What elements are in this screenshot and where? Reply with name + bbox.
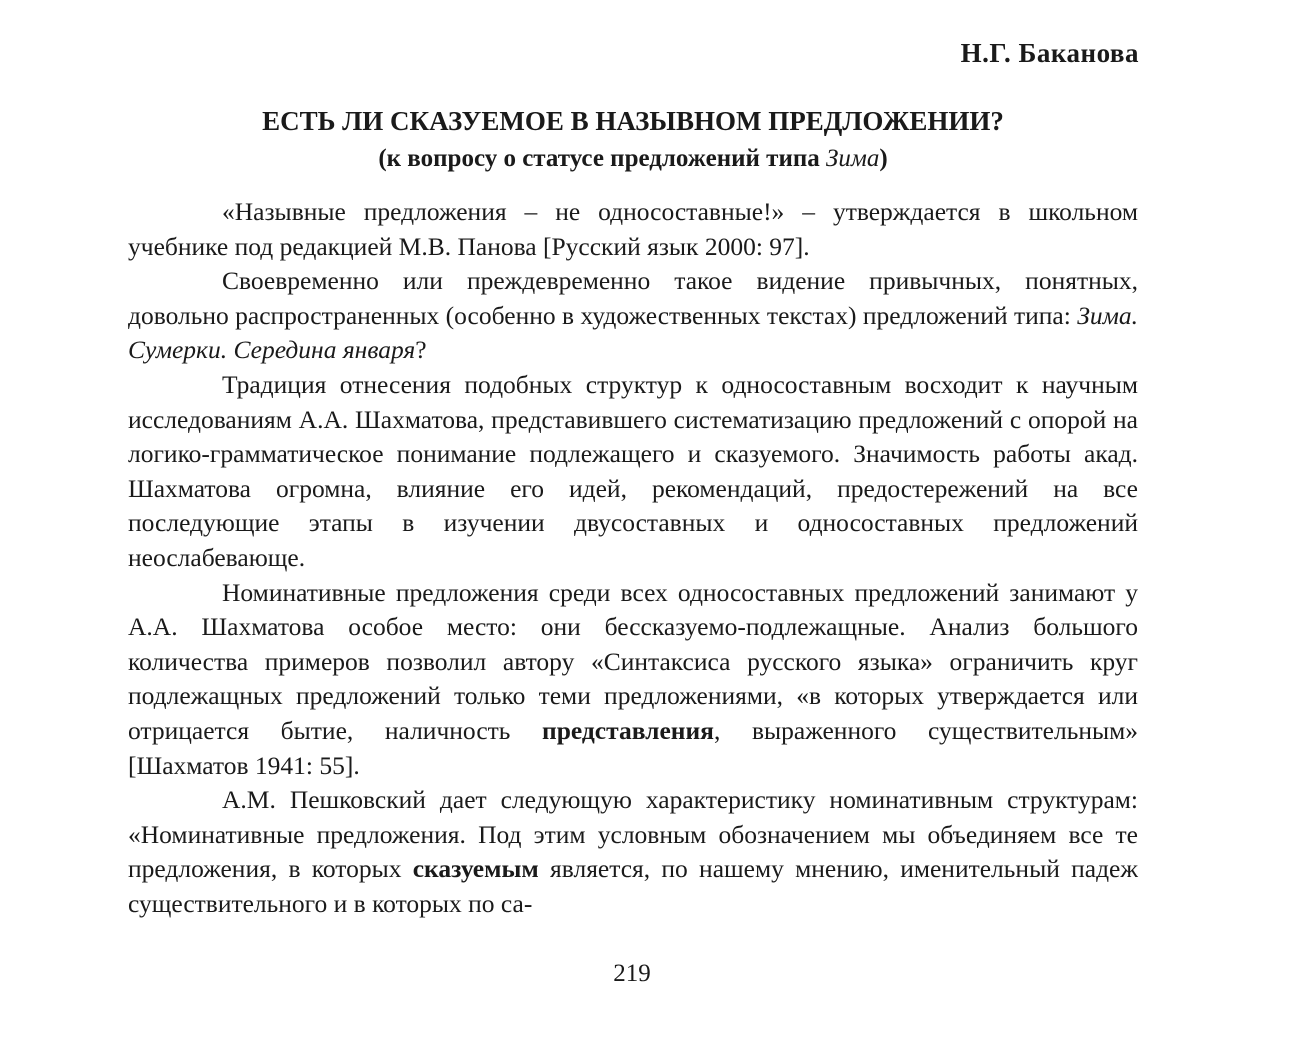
paragraph-2-end: ?	[415, 335, 427, 365]
page-number: 219	[613, 960, 651, 987]
paragraph-5	[128, 783, 1138, 921]
paragraph-4-end: , выраженного существительным» [Шахматов 1941: 55].	[128, 715, 1138, 780]
paragraph-3: Традиция отнесения подобных структур к односоставным восходит к научным исследованиям А.А. Шахматова, представившего систематизацию предложений с опорой на логико-грамматическое понимание подлежащего и сказуемого. Значимость работы акад. Шахматова огромна, влияние его идей, рекомендаций, предостережений на все последующие этапы в изучении двусоставных и односоставных предложений неослабевающе.	[128, 369, 1138, 572]
author-name: Н.Г. Баканова	[960, 38, 1139, 68]
paragraph-5-end: является, по нашему мнению, именительный падеж существительного и в которых по са-	[128, 854, 1138, 918]
paragraph-2	[128, 264, 1138, 368]
article-body	[128, 195, 1138, 921]
paragraph-4-text: Номинативные предложения среди всех односоставных предложений занимают у А.А. Шахматова особое место: они бессказуемо-подлежащные. Анализ большого количества примеров позволил автору «Синтаксиса русского языка» ограничить круг подлежащных предложений только теми предложениями, «в которых утверждается или отрицается бытие, наличность	[128, 577, 1138, 745]
subtitle-suffix: )	[879, 145, 888, 172]
paragraph-5-text: А.М. Пешковский дает следующую характеристику номинативным структурам: «Номинативные предложения. Под этим условным обозначением мы объединяем все те предложения, в которых	[128, 785, 1138, 884]
paragraph-2-text: Своевременно или преждевременно такое видение привычных, понятных, довольно распространенных (особенно в художественных текстах) предложений типа:	[128, 266, 1138, 330]
article-subtitle	[128, 142, 1138, 176]
paragraph-4-bold: представления	[542, 715, 714, 745]
paragraph-4	[128, 576, 1138, 784]
paragraph-5-bold: сказуемым	[412, 854, 539, 884]
article-title: ЕСТЬ ЛИ СКАЗУЕМОЕ В НАЗЫВНОМ ПРЕДЛОЖЕНИИ?	[262, 106, 1004, 136]
subtitle-italic: Зима	[826, 145, 880, 172]
paragraph-2-examples: Зима. Сумерки. Середина января	[128, 300, 1138, 365]
paragraph-1: «Назывные предложения – не односоставные!» – утверждается в школьном учебнике под редакцией М.В. Панова [Русский язык 2000: 97].	[128, 197, 1138, 261]
subtitle-prefix: (к вопросу о статусе предложений типа	[378, 145, 826, 172]
